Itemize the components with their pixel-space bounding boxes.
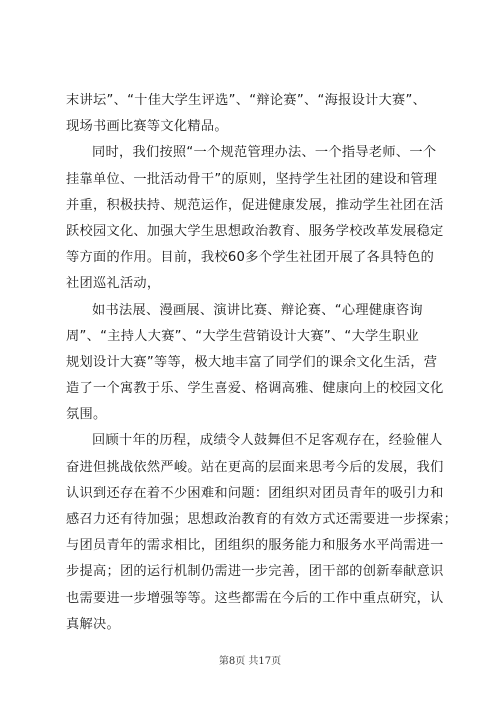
text-line: 与团员青年的需求相比，团组织的服务能力和服务水平尚需进一 <box>66 538 444 554</box>
text-line: 末讲坛”、“十佳大学生评选”、“辩论赛”、“海报设计大赛”、 <box>66 93 427 108</box>
text-line: 认识到还存在着不少困难和问题：团组织对团员青年的吸引力和 <box>66 485 444 501</box>
paragraph-start-line: 如书法展、漫画展、演讲比赛、辩论赛、“心理健康咨询 <box>92 302 423 318</box>
text-line: 并重，积极扶持、规范运作，促进健康发展，推动学生社团在活 <box>66 197 444 213</box>
text-line: 也需要进一步增强等等。这些都需在今后的工作中重点研究，认 <box>66 590 444 606</box>
text-line: 氛围。 <box>66 407 107 423</box>
text-line: 感召力还有待加强；思想政治教育的有效方式还需要进一步探索； <box>66 512 458 527</box>
text-line: 真解决。 <box>66 616 120 632</box>
page-number-footer: 第8页 共17页 <box>218 656 282 667</box>
text-line: 跃校园文化、加强大学生思想政治教育、服务学校改革发展稳定 <box>66 223 444 239</box>
text-line: 社团巡礼活动， <box>66 276 161 292</box>
body-text <box>66 88 458 638</box>
text-line: 造了一个寓教于乐、学生喜爱、格调高雅、健康向上的校园文化 <box>66 381 444 397</box>
text-line: 规划设计大赛”等等，极大地丰富了同学们的课余文化生活，营 <box>66 354 438 370</box>
text-line: 等方面的作用。目前，我校60多个学生社团开展了各具特色的 <box>66 250 435 266</box>
paragraph-start-line: 回顾十年的历程，成绩令人鼓舞但不足客观存在，经验催人 <box>92 433 443 449</box>
paragraph-start-line: 同时，我们按照“一个规范管理办法、一个指导老师、一个 <box>92 145 437 161</box>
text-line: 奋进但挑战依然严峻。站在更高的层面来思考今后的发展，我们 <box>66 459 444 475</box>
text-line: 周”、“主持人大赛”、“大学生营销设计大赛”、“大学生职业 <box>66 328 420 344</box>
text-line: 步提高；团的运行机制仍需进一步完善，团干部的创新奉献意识 <box>66 564 444 580</box>
text-line: 现场书画比赛等文化精品。 <box>66 119 228 135</box>
text-line: 挂靠单位、一批活动骨干”的原则，坚持学生社团的建设和管理 <box>66 171 438 187</box>
